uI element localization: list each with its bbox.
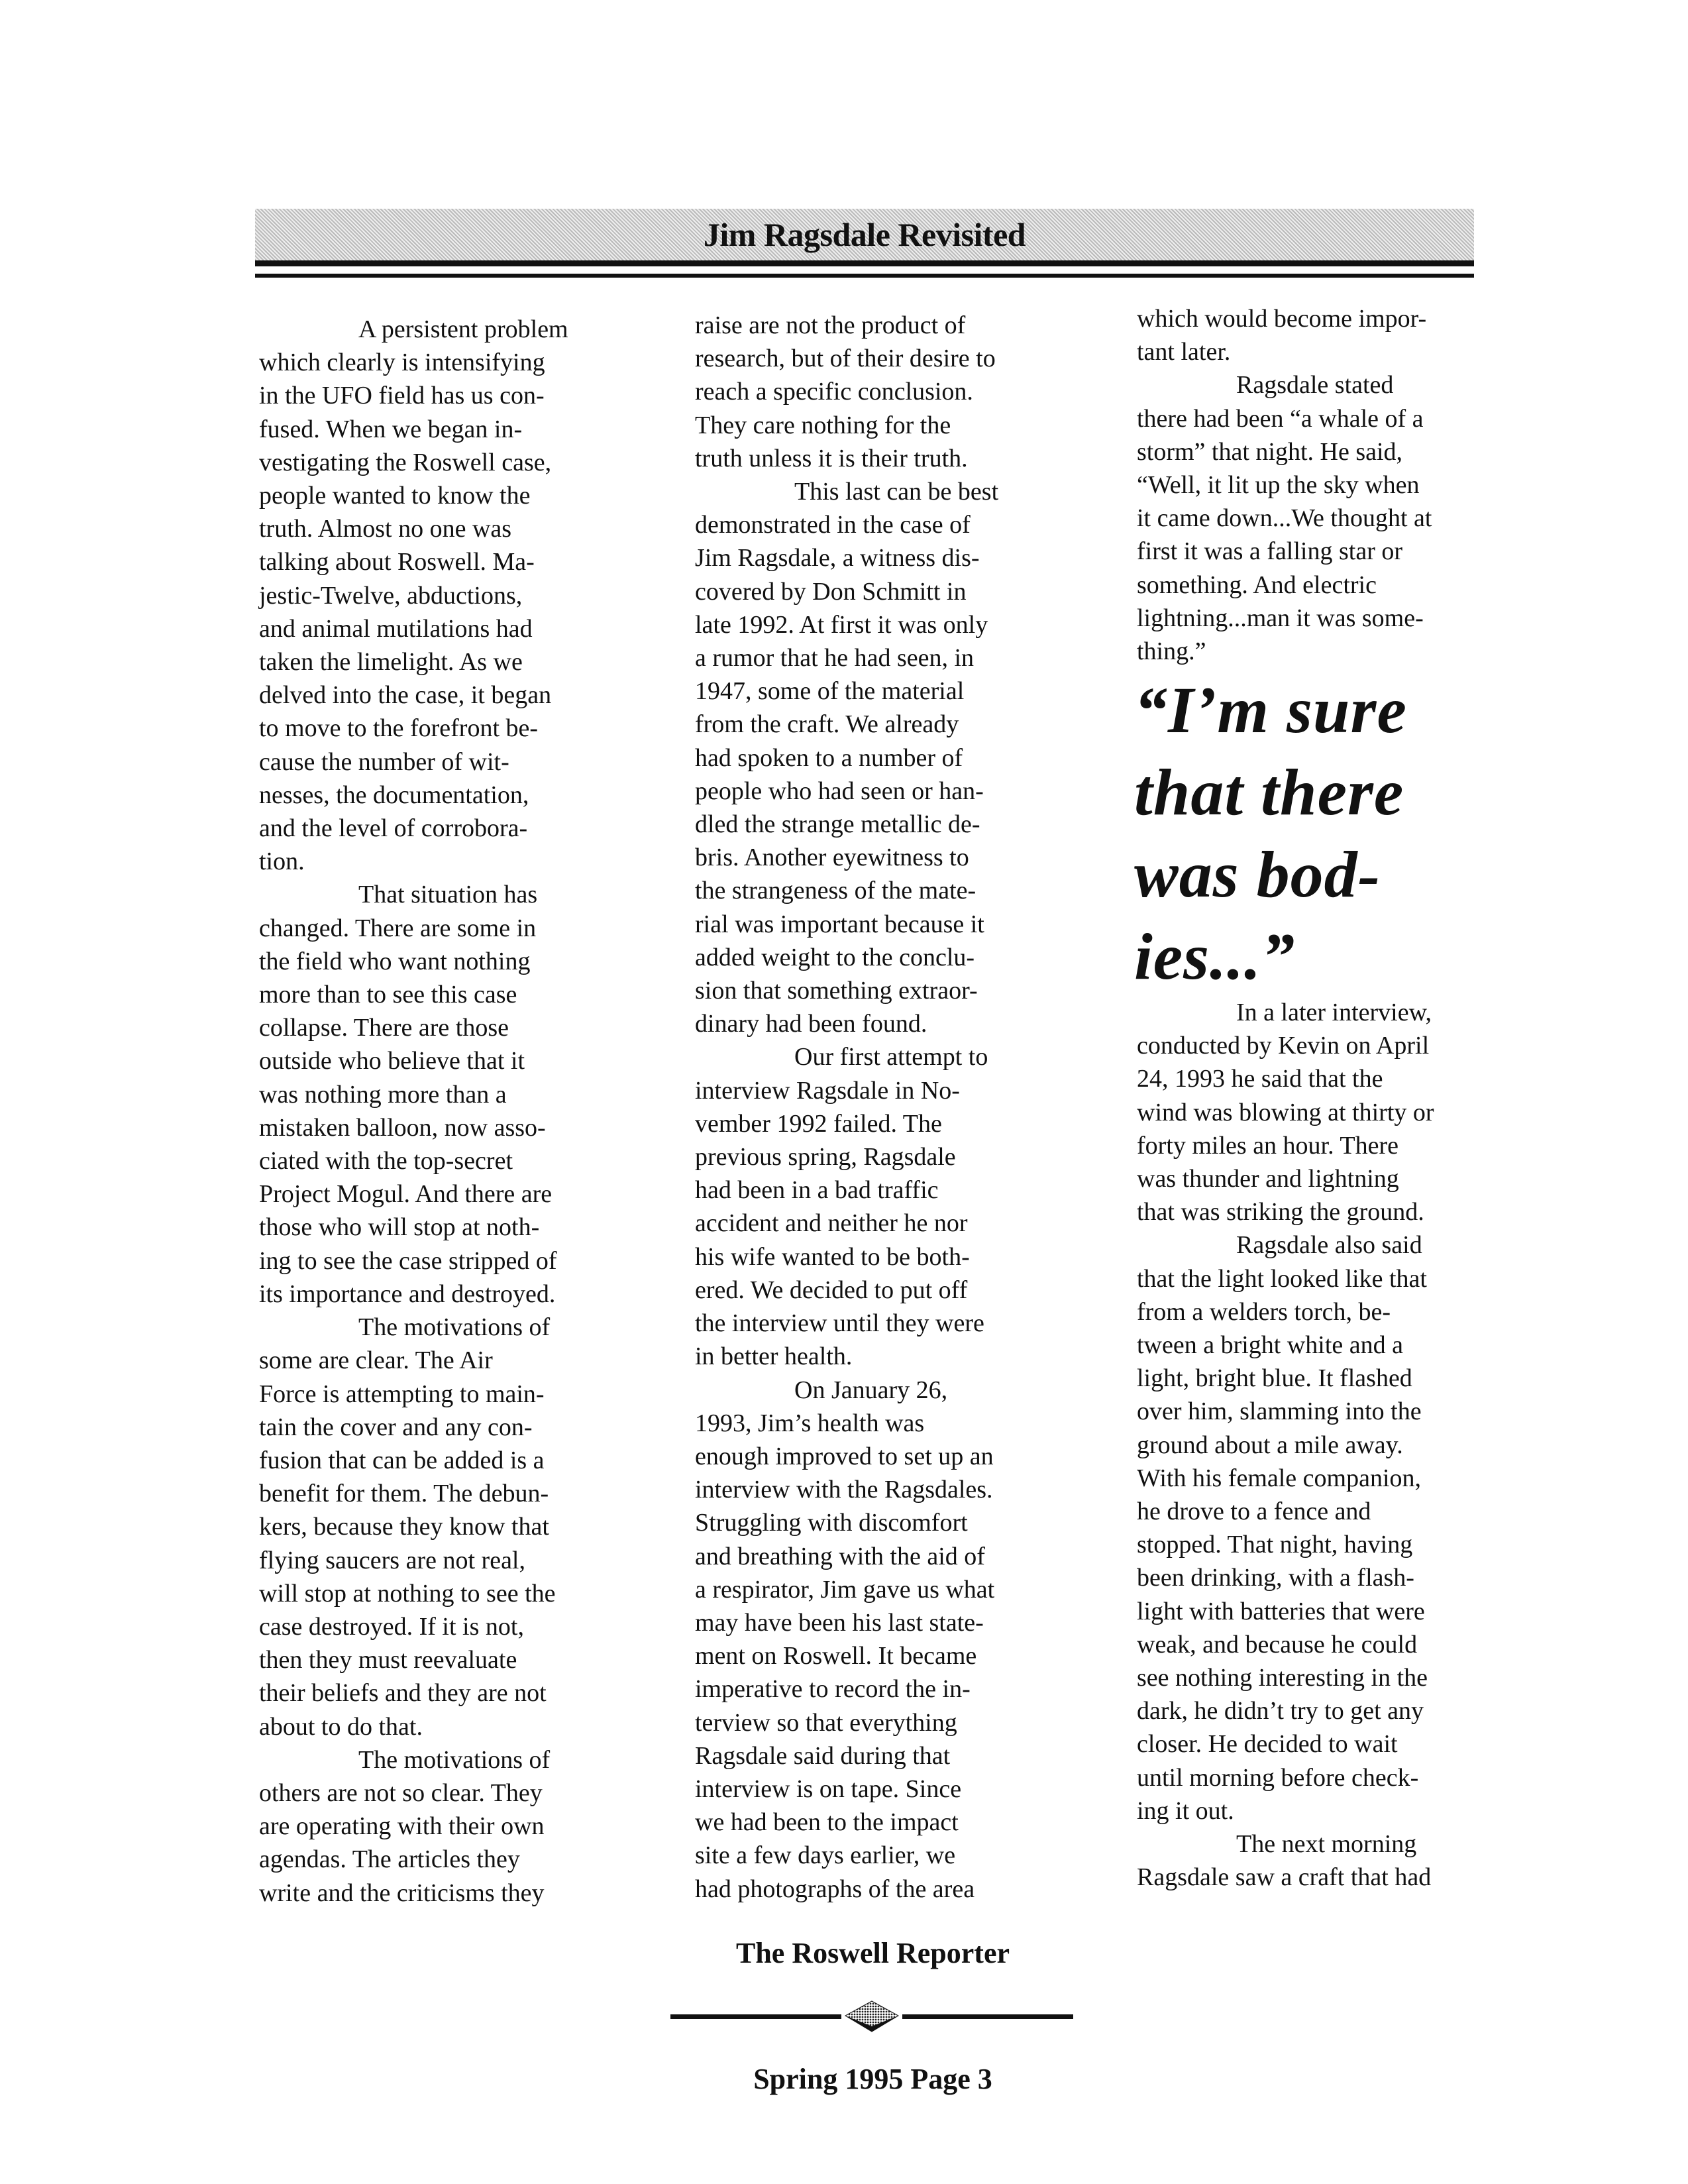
text-line: imperative to record the in- <box>695 1675 971 1704</box>
text-line: jestic-Twelve, abductions, <box>259 581 523 610</box>
text-line: tween a bright white and a <box>1137 1331 1404 1360</box>
publication-name: The Roswell Reporter <box>735 1937 1010 1969</box>
text-line: demonstrated in the case of <box>695 511 971 539</box>
text-line: That situation has <box>358 881 538 909</box>
text-line: and animal mutilations had <box>259 614 533 643</box>
text-line: over him, slamming into the <box>1137 1397 1422 1426</box>
text-line: ered. We decided to put off <box>695 1276 968 1304</box>
text-line: terview so that everything <box>695 1708 957 1737</box>
text-line: taken the limelight. As we <box>259 648 523 677</box>
text-line: then they must reevaluate <box>259 1646 517 1674</box>
text-line: which would become impor- <box>1137 305 1427 333</box>
text-line: light with batteries that were <box>1137 1597 1425 1625</box>
text-line: had photographs of the area <box>695 1875 975 1903</box>
text-line: talking about Roswell. Ma- <box>259 548 535 576</box>
text-line: was thunder and lightning <box>1137 1165 1399 1193</box>
text-line: a respirator, Jim gave us what <box>695 1575 995 1604</box>
text-line: was nothing more than a <box>259 1080 507 1109</box>
text-line: On January 26, <box>794 1376 948 1404</box>
text-line: that the light looked like that <box>1137 1264 1427 1293</box>
text-line: more than to see this case <box>259 981 517 1009</box>
text-line: In a later interview, <box>1236 999 1432 1026</box>
text-line: Ragsdale saw a craft that had <box>1137 1863 1432 1892</box>
text-line: from the craft. We already <box>695 710 959 739</box>
text-line: it came down...We thought at <box>1137 504 1432 533</box>
text-line: The next morning <box>1236 1830 1417 1859</box>
text-line: people wanted to know the <box>259 482 531 510</box>
text-line: the interview until they were <box>695 1309 984 1338</box>
text-line: changed. There are some in <box>259 914 537 942</box>
text-line: some are clear. The Air <box>259 1346 493 1375</box>
text-line: their beliefs and they are not <box>259 1679 547 1708</box>
text-line: closer. He decided to wait <box>1137 1730 1398 1759</box>
text-line: Struggling with discomfort <box>695 1509 968 1537</box>
text-line: This last can be best <box>794 478 999 506</box>
title-rule-thin <box>255 274 1474 278</box>
text-line: A persistent problem <box>358 315 568 343</box>
text-line: The motivations of <box>358 1313 551 1342</box>
text-line: in the UFO field has us con- <box>259 382 545 410</box>
text-line: Jim Ragsdale, a witness dis- <box>695 544 980 573</box>
text-line: Project Mogul. And there are <box>259 1180 553 1209</box>
text-line: accident and neither he nor <box>695 1209 968 1238</box>
column-3-top <box>1137 302 1432 668</box>
text-line: will stop at nothing to see the <box>259 1579 556 1608</box>
text-line: vestigating the Roswell case, <box>259 448 552 476</box>
text-line: research, but of their desire to <box>695 345 996 373</box>
text-line: bris. Another eyewitness to <box>695 844 969 872</box>
text-line: from a welders torch, be- <box>1137 1297 1391 1326</box>
text-line: are operating with their own <box>259 1812 545 1841</box>
text-line: tain the cover and any con- <box>259 1413 533 1441</box>
text-line: storm” that night. He said, <box>1137 437 1403 466</box>
text-line: nesses, the documentation, <box>259 781 529 809</box>
text-line: agendas. The articles they <box>259 1845 520 1874</box>
text-line: covered by Don Schmitt in <box>695 577 967 606</box>
text-line: a rumor that he had seen, in <box>695 644 975 673</box>
text-line: that was striking the ground. <box>1137 1198 1424 1227</box>
text-line: we had been to the impact <box>695 1808 959 1837</box>
pull-quote <box>1134 669 1407 998</box>
text-line: wind was blowing at thirty or <box>1137 1098 1434 1126</box>
column-2 <box>695 309 998 1906</box>
text-line: interview is on tape. Since <box>695 1774 962 1803</box>
text-line: others are not so clear. They <box>259 1778 543 1807</box>
text-line: those who will stop at noth- <box>259 1213 540 1242</box>
text-line: had spoken to a number of <box>695 743 963 772</box>
title-rule-thick <box>255 260 1474 266</box>
text-line: outside who believe that it <box>259 1047 525 1075</box>
text-line: forty miles an hour. There <box>1137 1131 1399 1160</box>
text-line: case destroyed. If it is not, <box>259 1612 524 1641</box>
pull-quote-line: ies...” <box>1134 920 1296 993</box>
text-line: ing to see the case stripped of <box>259 1246 557 1275</box>
text-line: fused. When we began in- <box>259 415 523 443</box>
pull-quote-line: that there <box>1134 755 1404 829</box>
pull-quote-line: was bod- <box>1134 838 1381 911</box>
title-banner <box>255 209 1474 260</box>
text-line: dinary had been found. <box>695 1010 927 1038</box>
text-line: vember 1992 failed. The <box>695 1109 942 1138</box>
text-line: and breathing with the aid of <box>695 1542 985 1570</box>
text-line: in better health. <box>695 1342 853 1371</box>
text-line: sion that something extraor- <box>695 977 978 1005</box>
article-title: Jim Ragsdale Revisited <box>703 216 1026 253</box>
text-line: raise are not the product of <box>695 311 966 339</box>
text-line: weak, and because he could <box>1137 1630 1418 1659</box>
diamond-divider-ornament <box>670 2000 1073 2033</box>
text-line: benefit for them. The debun- <box>259 1480 549 1508</box>
text-line: light, bright blue. It flashed <box>1137 1364 1412 1393</box>
text-line: he drove to a fence and <box>1137 1498 1371 1526</box>
text-line: people who had seen or han- <box>695 777 984 805</box>
text-line: see nothing interesting in the <box>1137 1664 1428 1692</box>
text-line: stopped. That night, having <box>1137 1531 1413 1559</box>
text-line: kers, because they know that <box>259 1513 549 1541</box>
text-line: 1993, Jim’s health was <box>695 1409 925 1437</box>
text-line: previous spring, Ragsdale <box>695 1143 956 1172</box>
issue-page-number: Spring 1995 Page 3 <box>753 2063 992 2095</box>
text-line: added weight to the conclu- <box>695 943 975 971</box>
text-line: ment on Roswell. It became <box>695 1642 977 1670</box>
text-line: Ragsdale said during that <box>695 1741 951 1770</box>
text-line: 24, 1993 he said that the <box>1137 1065 1383 1093</box>
text-line: conducted by Kevin on April <box>1137 1032 1430 1060</box>
text-line: to move to the forefront be- <box>259 714 539 743</box>
text-line: collapse. There are those <box>259 1014 509 1042</box>
text-line: thing.” <box>1137 637 1206 666</box>
text-line: ing it out. <box>1137 1796 1234 1825</box>
text-line: Force is attempting to main- <box>259 1380 545 1408</box>
text-line: The motivations of <box>358 1745 551 1774</box>
text-line: With his female companion, <box>1137 1464 1422 1492</box>
text-line: 1947, some of the material <box>695 677 965 706</box>
text-line: interview Ragsdale in No- <box>695 1076 960 1105</box>
text-line: the strangeness of the mate- <box>695 877 976 905</box>
text-line: been drinking, with a flash- <box>1137 1564 1414 1592</box>
text-line: his wife wanted to be both- <box>695 1242 970 1271</box>
text-line: first it was a falling star or <box>1137 537 1403 566</box>
text-line: Ragsdale stated <box>1236 371 1394 400</box>
text-line: cause the number of wit- <box>259 747 509 776</box>
text-line: which clearly is intensifying <box>259 349 545 377</box>
text-line: They care nothing for the <box>695 411 951 439</box>
text-line: about to do that. <box>259 1712 423 1741</box>
text-line: mistaken balloon, now asso- <box>259 1113 546 1142</box>
text-line: ground about a mile away. <box>1137 1431 1403 1459</box>
text-line: until morning before check- <box>1137 1763 1419 1792</box>
text-line: site a few days earlier, we <box>695 1841 956 1870</box>
column-1 <box>259 313 568 1910</box>
text-line: there had been “a whale of a <box>1137 404 1424 433</box>
text-line: truth unless it is their truth. <box>695 444 968 472</box>
text-line: “Well, it lit up the sky when <box>1137 471 1420 500</box>
text-line: delved into the case, it began <box>259 681 552 710</box>
text-line: reach a specific conclusion. <box>695 378 973 406</box>
text-line: interview with the Ragsdales. <box>695 1476 993 1504</box>
text-line: flying saucers are not real, <box>259 1546 525 1574</box>
text-line: tant later. <box>1137 338 1231 366</box>
text-line: tion. <box>259 847 305 876</box>
text-line: may have been his last state- <box>695 1608 984 1637</box>
text-line: fusion that can be added is a <box>259 1446 545 1474</box>
text-line: rial was important because it <box>695 910 984 938</box>
text-line: write and the criticisms they <box>259 1879 545 1907</box>
text-line: late 1992. At first it was only <box>695 610 988 639</box>
text-line: the field who want nothing <box>259 947 531 975</box>
text-line: Ragsdale also said <box>1236 1231 1422 1260</box>
text-line: truth. Almost no one was <box>259 515 512 543</box>
text-line: lightning...man it was some- <box>1137 604 1424 632</box>
text-line: ciated with the top-secret <box>259 1147 513 1175</box>
text-line: enough improved to set up an <box>695 1442 994 1470</box>
text-line: had been in a bad traffic <box>695 1176 939 1205</box>
column-3-bottom <box>1137 996 1434 1894</box>
text-line: Our first attempt to <box>794 1043 988 1071</box>
text-line: its importance and destroyed. <box>259 1280 556 1308</box>
text-line: dled the strange metallic de- <box>695 810 980 839</box>
text-line: dark, he didn’t try to get any <box>1137 1697 1424 1725</box>
pull-quote-line: “I’m sure <box>1134 673 1407 747</box>
text-line: and the level of corrobora- <box>259 814 528 843</box>
text-line: something. And electric <box>1137 571 1377 599</box>
